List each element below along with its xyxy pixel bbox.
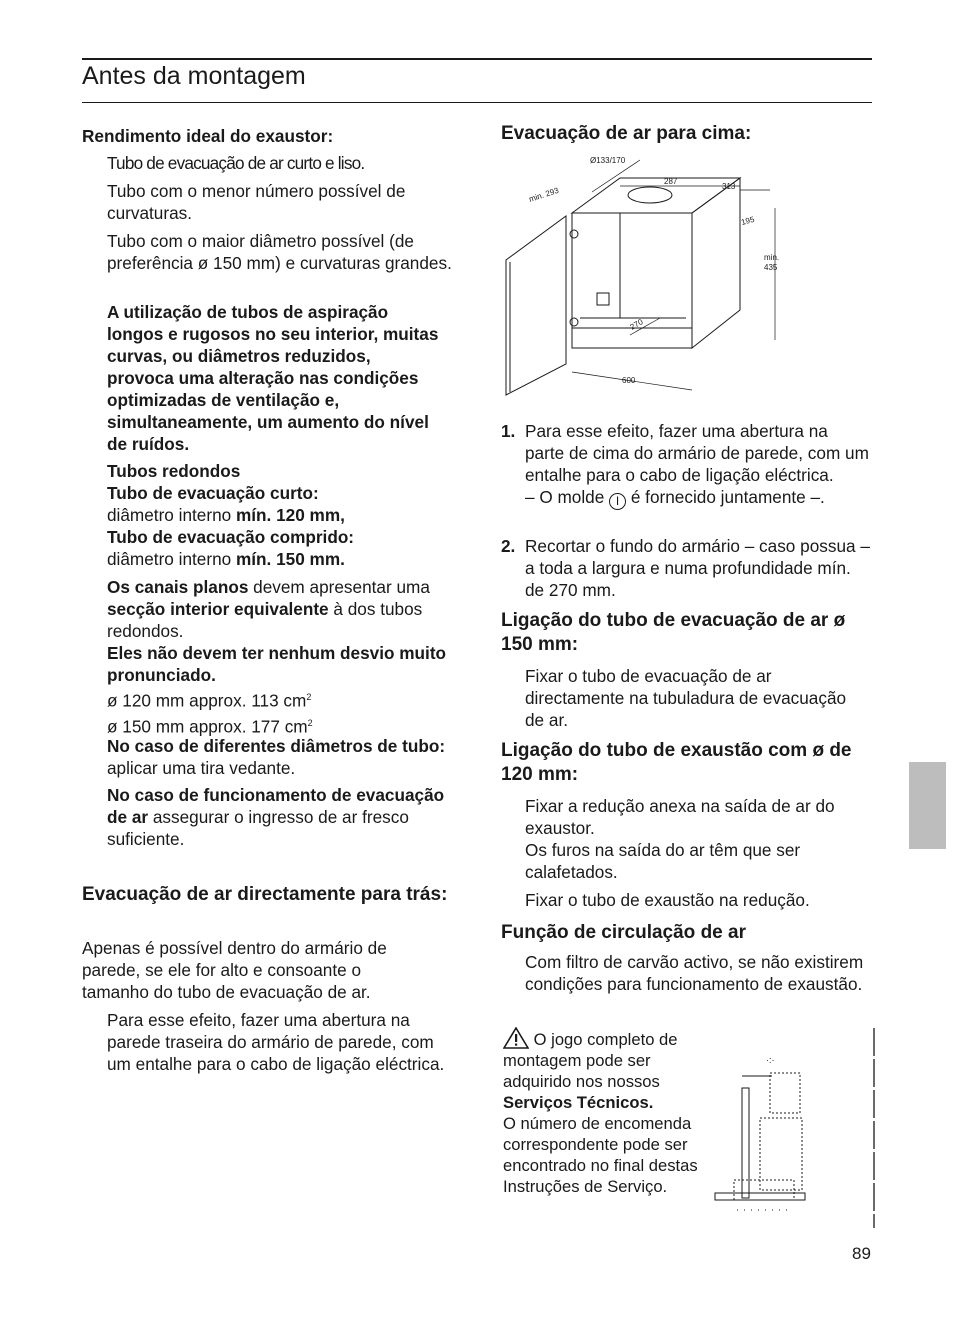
cabinet-diagram bbox=[500, 150, 790, 400]
noise-warning: A utilização de tubos de aspiração longos e rugosos no seu interior, muitas curvas, ou diâmetros reduzidos, provoca uma alteração nas condições optimizadas de ventilação e, simultaneamente, um aumento do nível de ruídos. bbox=[107, 302, 439, 454]
round-tubes-block bbox=[107, 460, 452, 570]
socket bbox=[597, 293, 609, 305]
circulation-text: Com filtro de carvão activo, se não existirem condições para funcionamento de exaustão. bbox=[525, 952, 864, 994]
page-title: Antes da montagem bbox=[82, 62, 306, 90]
sup-150: 2 bbox=[307, 717, 313, 728]
fresh-air-note bbox=[107, 784, 452, 850]
short-tube-label: Tubo de evacuação curto: bbox=[107, 483, 319, 503]
diameter-150-text: ø 150 mm approx. 177 cm bbox=[107, 716, 308, 737]
hinge-top bbox=[570, 230, 578, 238]
step-1-text: Para esse efeito, fazer uma abertura na parte de cima do armário de parede, com um entalhe para o cabo de ligação eléctrica. bbox=[525, 421, 869, 485]
back-exhaust-intro: Apenas é possível dentro do armário de parede, se ele for alto e consoante o tamanho do tubo de evacuação de ar. bbox=[82, 938, 387, 1002]
tip-short-tube: Tubo de evacuação de ar curto e liso. bbox=[107, 153, 365, 173]
chimney-lower bbox=[760, 1118, 802, 1190]
optimal-performance-heading: Rendimento ideal do exaustor: bbox=[82, 126, 334, 146]
warning-icon bbox=[503, 1027, 529, 1049]
flat-channels-text-1: devem apresentar uma bbox=[248, 577, 430, 597]
step-1-note-a: – O molde bbox=[525, 487, 610, 507]
fresh-air-text: assegurar o ingresso de ar fresco suficiente. bbox=[107, 807, 409, 849]
tip-large-diameter: Tubo com o maior diâmetro possível (de preferência ø 150 mm) e curvaturas grandes. bbox=[107, 231, 452, 273]
short-tube-line bbox=[107, 504, 452, 526]
connection-120-text-1: Fixar a redução anexa na saída de ar do exaustor. bbox=[525, 796, 835, 838]
sup-120: 2 bbox=[306, 692, 312, 702]
cabinet-top bbox=[572, 178, 740, 213]
label-min-293: min. 293 bbox=[527, 185, 560, 204]
connection-120-block bbox=[525, 795, 875, 911]
flat-channels-text-2: à dos tubos redondos. bbox=[107, 599, 423, 641]
round-tubes-title: Tubos redondos bbox=[107, 461, 241, 481]
step-2 bbox=[501, 535, 871, 601]
diameter-120-text: ø 120 mm approx. 113 cm bbox=[107, 690, 307, 711]
connection-120-text-2: Os furos na saída do ar têm que ser calafetados. bbox=[525, 840, 801, 882]
kit-note bbox=[503, 1027, 708, 1197]
step-2-number: 2. bbox=[501, 536, 516, 556]
cabinet-right-side bbox=[692, 178, 740, 348]
flat-channels-block bbox=[107, 576, 452, 737]
label-435: 435 bbox=[764, 263, 778, 272]
top-rule bbox=[82, 58, 872, 60]
svg-text:·:·: ·:· bbox=[766, 1055, 775, 1065]
flat-channels-bold: Os canais planos bbox=[107, 577, 249, 597]
label-195: 195 bbox=[740, 214, 756, 227]
step-1-note-b: é fornecido juntamente –. bbox=[626, 487, 825, 507]
long-tube-value: mín. 150 mm. bbox=[235, 549, 345, 569]
template-symbol-icon: I bbox=[609, 493, 626, 510]
kit-text-bold: Serviços Técnicos. bbox=[503, 1093, 654, 1112]
kit-text-c: O número de encomenda correspondente pode ser encontrado no final destas Instruções de Serviço. bbox=[503, 1114, 698, 1196]
kit-text-a: O jogo completo de montagem pode ser adquirido nos nossos bbox=[503, 1030, 678, 1091]
label-min: min. bbox=[764, 253, 780, 262]
different-diameters-text: aplicar uma tira vedante. bbox=[107, 758, 296, 778]
no-deviation-text: Eles não devem ter nenhum desvio muito pronunciado. bbox=[107, 643, 447, 685]
connection-150-heading: Ligação do tubo de evacuação de ar ø 150 mm: bbox=[501, 610, 846, 655]
fresh-air-bold: No caso de funcionamento de evacuação de ar bbox=[107, 785, 445, 827]
label-287: 287 bbox=[664, 177, 678, 186]
label-600: 600 bbox=[622, 376, 636, 385]
title-rule bbox=[82, 102, 872, 103]
different-diameters-note bbox=[107, 735, 452, 779]
page-number: 89 bbox=[852, 1244, 871, 1263]
cutout-opening bbox=[628, 187, 672, 203]
label-313: 313 bbox=[722, 182, 736, 191]
step-1 bbox=[501, 420, 871, 510]
label-270: 270 bbox=[628, 317, 645, 332]
step-2-text: Recortar o fundo do armário – caso possua – a toda a largura e numa profundidade mín. de 270 mm. bbox=[525, 536, 870, 600]
step-1-number: 1. bbox=[501, 421, 516, 441]
back-exhaust-heading: Evacuação de ar directamente para trás: bbox=[82, 884, 448, 905]
long-tube-line bbox=[107, 548, 452, 570]
tip-few-bends: Tubo com o menor número possível de curvaturas. bbox=[107, 181, 406, 223]
long-tube-text: diâmetro interno bbox=[107, 549, 232, 569]
chimney-upper bbox=[770, 1073, 800, 1113]
diameter-150-line bbox=[107, 712, 452, 738]
connection-150-text: Fixar o tubo de evacuação de ar directamente na tubuladura de evacuação de ar. bbox=[525, 666, 847, 730]
cabinet-door bbox=[506, 216, 566, 395]
up-exhaust-heading: Evacuação de ar para cima: bbox=[501, 123, 752, 144]
label-diameter: Ø133/170 bbox=[590, 156, 626, 165]
short-tube-value: mín. 120 mm, bbox=[235, 505, 345, 525]
diameter-120-line bbox=[107, 686, 452, 712]
circulation-heading: Função de circulação de ar bbox=[501, 922, 746, 943]
long-tube-label: Tubo de evacuação comprido: bbox=[107, 527, 355, 547]
section-tab bbox=[909, 762, 946, 849]
different-diameters-bold: No caso de diferentes diâmetros de tubo: bbox=[107, 736, 446, 756]
short-tube-text: diâmetro interno bbox=[107, 505, 232, 525]
connection-120-heading: Ligação do tubo de exaustão com ø de 120 mm: bbox=[501, 740, 852, 785]
connection-120-text-3: Fixar o tubo de exaustão na redução. bbox=[525, 890, 810, 910]
flat-channels-bold-2: secção interior equivalente bbox=[107, 599, 329, 619]
hinge-bottom bbox=[570, 318, 578, 326]
flat-channels-text bbox=[107, 576, 452, 642]
back-exhaust-step: Para esse efeito, fazer uma abertura na parede traseira do armário de parede, com um entalhe para o cabo de ligação eléctrica. bbox=[107, 1010, 445, 1074]
kit-diagram bbox=[712, 1028, 882, 1233]
step-1-note bbox=[501, 486, 871, 510]
